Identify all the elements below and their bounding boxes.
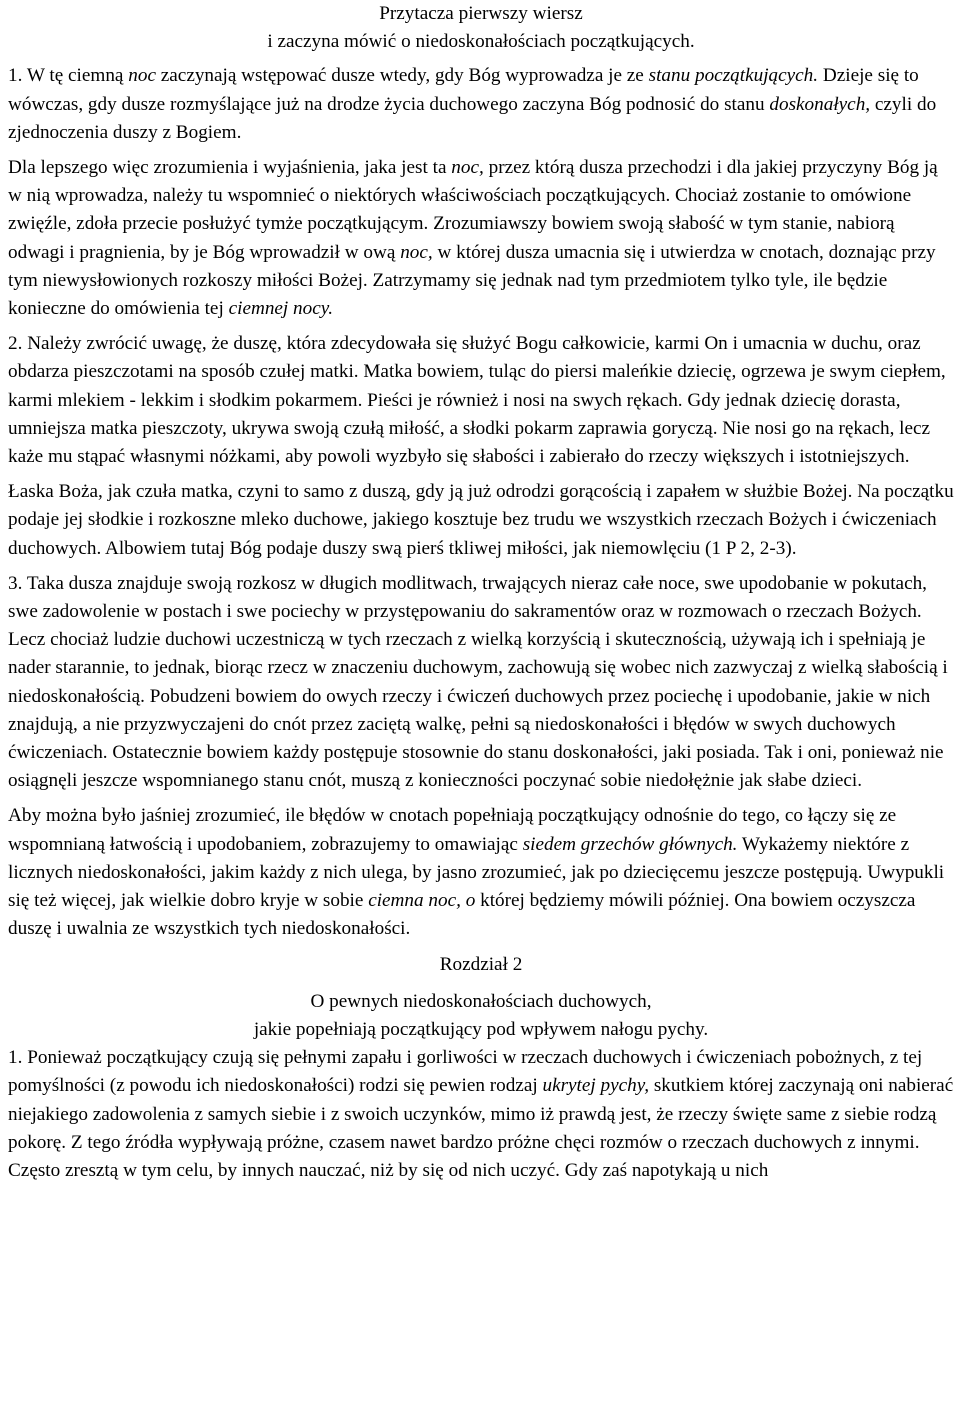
emphasized-text: stanu początkujących. — [648, 65, 819, 87]
paragraph-1 — [8, 62, 954, 147]
paragraph-2 — [8, 154, 954, 323]
emphasized-text: ukrytej pychy, — [542, 1075, 650, 1097]
section-heading — [8, 0, 954, 56]
paragraph-5 — [8, 570, 954, 796]
text-run: Łaska Boża, jak czuła matka, czyni to samo z duszą, gdy ją już odrodzi gorącością i zapałem w służbie Bożej. Na początku podaje jej słodkie i rozkoszne mleko duchowe, jakiego kosztuje bez trudu we wszystkich rzeczach Bożych i ćwiczeniach duchowych. Albowiem tutaj Bóg podaje duszy swą pierś tkliwej miłości, jak niemowlęciu (1 P 2, 2-3). — [8, 481, 954, 559]
emphasized-text: noc, — [451, 157, 484, 179]
text-run: 1. W tę ciemną — [8, 65, 129, 87]
paragraph-7 — [8, 1044, 954, 1185]
emphasized-text: siedem grzechów głównych. — [522, 833, 738, 855]
text-run: 3. Taka dusza znajduje swoją rozkosz w długich modlitwach, trwających nieraz całe noce, swe upodobanie w pokutach, swe zadowolenie w postach i swe pociechy w przystępowaniu do sakramentów oraz w rozmowach o rzeczach Bożych. Lecz chociaż ludzie duchowi uczestniczą w tych rzeczach z wielką korzyścią i skutecznością, używają ich i spełniają je nader starannie, to jednak, biorąc rzecz w znaczeniu duchowym, zachowują się wobec nich zazwyczaj z wielką słabością i niedoskonałością. Pobudzeni bowiem do owych rzeczy i ćwiczeń duchowych przez pociechę i upodobanie, jakie w nich znajdują, a nie przyzwyczajeni do cnót przez zaciętą walkę, pełni są niedoskonałości i błędów w swych duchowych ćwiczeniach. Ostatecznie bowiem każdy postępuje stosownie do stanu doskonałości, jaki posiada. Tak i oni, ponieważ nie osiągnęli jeszcze wspomnianego stanu cnót, muszą z konieczności poczynać sobie niedołężnie jak słabe dzieci. — [8, 572, 948, 792]
chapter-title-line-2: jakie popełniają początkujący pod wpływem nałogu pychy. — [253, 1018, 709, 1040]
text-run: czyli do zjednoczenia duszy z Bogiem. — [8, 93, 937, 143]
text-run: 1. Ponieważ początkujący czują się pełnymi zapału i gorliwości w rzeczach duchowych i ćwiczeniach pobożnych, z tej pomyślności (z powodu ich niedoskonałości) rodzi się pewien rodzaj — [8, 1047, 923, 1097]
emphasized-text: doskonałych, — [769, 93, 871, 115]
document-page — [8, 0, 954, 1192]
text-run: 2. Należy zwrócić uwagę, że duszę, która zdecydowała się służyć Bogu całkowicie, karmi On i umacnia w duchu, oraz obdarza pieszczotami na sposób czułej matki. Matka bowiem, tuląc do piersi maleńkie dziecię, ogrzewa je swym ciepłem, karmi mlekiem - lekkim i słodkim pokarmem. Pieści je również i nosi na swych rękach. Gdy jednak dziecię dorasta, umniejsza matka pieszczoty, ukrywa swoją czułą miłość, a słodki pokarm zaprawia goryczą. Nie nosi go na rękach, lecz każe mu stąpać własnymi nóżkami, aby powoli wyzbyło się słabości i zabierało do rzeczy większych i istotniejszych. — [8, 333, 946, 468]
text-run: której będziemy mówili później. Ona bowiem oczyszcza duszę i uwalnia ze wszystkich tych niedoskonałości. — [8, 890, 916, 940]
heading-line-2: i zaczyna mówić o niedoskonałościach początkujących. — [267, 31, 695, 53]
chapter-title — [8, 988, 954, 1044]
emphasized-text: noc, — [400, 241, 433, 263]
text-run: Dzieje się to wówczas, gdy dusze rozmyślające już na drodze życia duchowego zaczyna Bóg podnosić do stanu — [8, 65, 919, 115]
text-run: skutkiem której zaczynają oni nabierać niejakiego zadowolenia z samych siebie i z swoich uczynków, mimo iż prawdą jest, że rzeczy święte same z siebie rodzą pokorę. Z tego źródła wypływają próżne, czasem nawet bardzo próżne chęci rozmów o rzeczach duchowych z innymi. Często zresztą w tym celu, by innych nauczać, niż by się od nich uczyć. Gdy zaś napotykają u nich — [8, 1075, 954, 1181]
emphasized-text: noc — [128, 65, 156, 87]
text-run: Wykażemy niektóre z licznych niedoskonałości, jakim każdy z nich ulega, by jasno zrozumieć, jak po dziecięcemu jeszcze postępują. Uwypukli się też więcej, jak wielkie dobro kryje w sobie — [8, 833, 945, 912]
emphasized-text: ciemna noc, o — [368, 890, 476, 912]
text-run: Dla lepszego więc zrozumienia i wyjaśnienia, jaka jest ta — [8, 157, 452, 179]
text-run: zaczynają wstępować dusze wtedy, gdy Bóg wyprowadza je ze — [155, 65, 649, 87]
text-run: Aby można było jaśniej zrozumieć, ile błędów w cnotach popełniają początkujący odnośnie do tego, co łączy się ze wspomnianą łatwością i upodobaniem, zobrazujemy to omawiając — [8, 805, 897, 855]
paragraph-3 — [8, 330, 954, 471]
emphasized-text: ciemnej nocy. — [228, 298, 334, 320]
chapter-title-line-1: O pewnych niedoskonałościach duchowych, — [310, 990, 652, 1012]
text-run: przez którą dusza przechodzi i dla jakiej przyczyny Bóg ją w nią wprowadza, należy tu wspomnieć o niektórych właściwościach początkujących. Chociaż zostanie to omówione zwięźle, zdoła przecie posłużyć tymże początkującym. Zrozumiawszy bowiem swoją słabość w tym stanie, nabiorą odwagi i pragnienia, by je Bóg wprowadził w ową — [8, 157, 938, 263]
heading-line-1: Przytacza pierwszy wiersz — [379, 3, 583, 24]
paragraph-6 — [8, 802, 954, 943]
chapter-number: Rozdział 2 — [439, 953, 523, 975]
text-run: w której dusza umacnia się i utwierdza w cnotach, doznając przy tym niewysłowionych rozkoszy miłości Bożej. Zatrzymamy się jednak nad tym przedmiotem tylko tyle, ile będzie konieczne do omówienia tej — [8, 241, 936, 320]
paragraph-4 — [8, 478, 954, 563]
